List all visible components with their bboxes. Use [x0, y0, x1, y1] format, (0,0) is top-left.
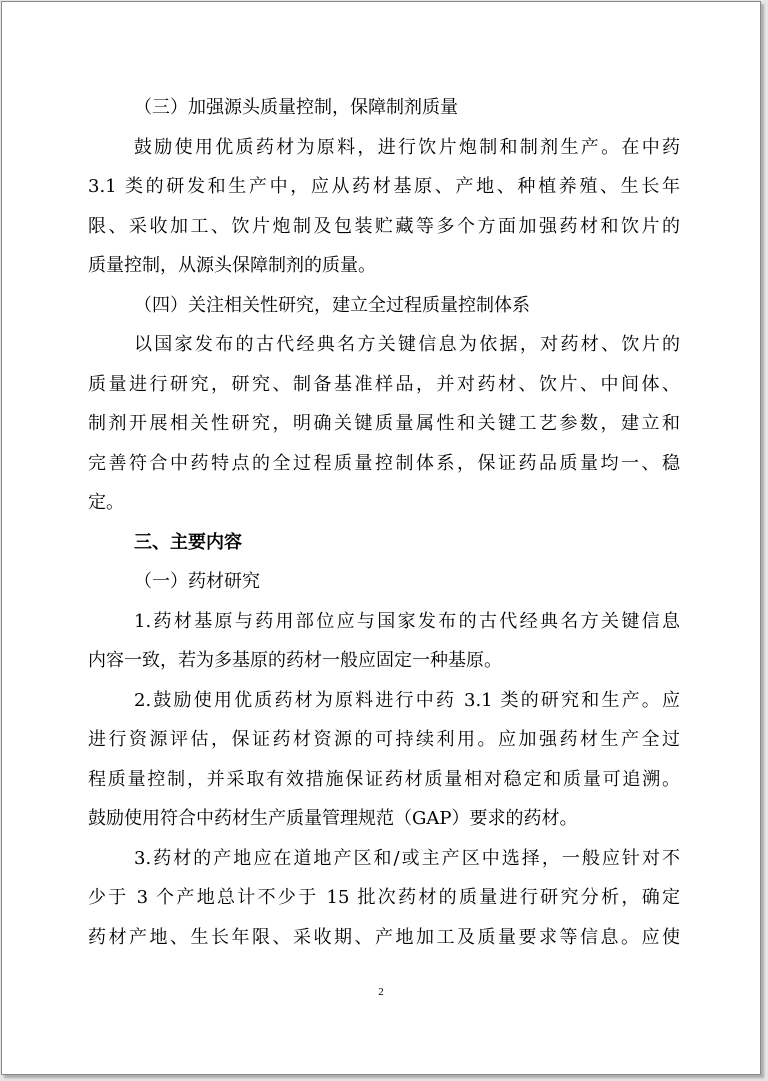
text-line: 少于 3 个产地总计不少于 15 批次药材的质量进行研究分析，确定 [88, 887, 680, 908]
text-line: 三、主要内容 [134, 531, 242, 553]
text-line: 药材产地、生长年限、采收期、产地加工及质量要求等信息。应使 [88, 926, 680, 948]
text-line: 3.药材的产地应在道地产区和/或主产区中选择，一般应针对不 [134, 847, 680, 869]
text-line: （三）加强源头质量控制，保障制剂质量 [134, 97, 458, 118]
text-line: 质量控制，从源头保障制剂的质量。 [88, 255, 376, 276]
text-line: 完善符合中药特点的全过程质量控制体系，保证药品质量均一、稳 [88, 452, 680, 474]
page-number: 2 [378, 986, 384, 998]
text-line: 制剂开展相关性研究，明确关键质量属性和关键工艺参数，建立和 [88, 413, 680, 434]
text-line: 鼓励使用优质药材为原料，进行饮片炮制和制剂生产。在中药 [134, 136, 680, 158]
text-line: 限、采收加工、饮片炮制及包装贮藏等多个方面加强药材和饮片的 [88, 215, 680, 237]
text-line: 2.鼓励使用优质药材为原料进行中药 3.1 类的研究和生产。应 [134, 689, 680, 711]
text-line: 3.1 类的研发和生产中，应从药材基原、产地、种植养殖、生长年 [88, 176, 680, 197]
document-page [1, 1, 761, 1075]
text-line: 进行资源评估，保证药材资源的可持续利用。应加强药材生产全过 [88, 729, 680, 750]
text-line: 内容一致，若为多基原的药材一般应固定一种基原。 [88, 650, 502, 671]
text-line: 质量进行研究，研究、制备基准样品，并对药材、饮片、中间体、 [88, 373, 680, 395]
text-line: 鼓励使用符合中药材生产质量管理规范（GAP）要求的药材。 [88, 808, 578, 829]
document-body [88, 88, 680, 957]
text-line: 程质量控制，并采取有效措施保证药材质量相对稳定和质量可追溯。 [88, 768, 680, 790]
text-line: （一）药材研究 [134, 571, 260, 592]
text-line: （四）关注相关性研究，建立全过程质量控制体系 [134, 294, 530, 316]
text-line: 1.药材基原与药用部位应与国家发布的古代经典名方关键信息 [134, 610, 680, 632]
text-line: 定。 [88, 492, 124, 513]
text-line: 以国家发布的古代经典名方关键信息为依据，对药材、饮片的 [134, 334, 680, 355]
